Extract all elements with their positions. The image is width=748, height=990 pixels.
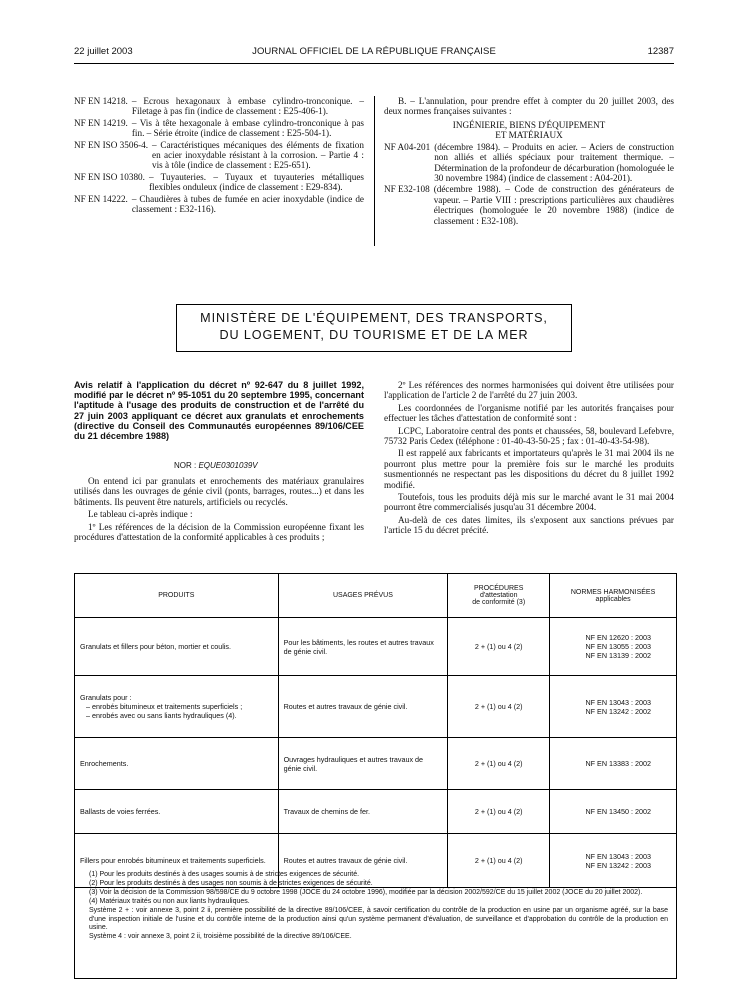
page-number: 12387 <box>647 46 674 57</box>
paragraph: On entend ici par granulats et enrochements des matériaux granulaires utilisés dans les ouvrages de génie civil (ponts, barrages, routes...) et dans les bâtiments. Ils peuvent être naturels, artificiels ou recyclés. <box>74 476 364 507</box>
standard-entry: NF EN ISO 3506-4. – Caractéristiques mécaniques des éléments de fixation en acier inoxydable résistant à la corrosion. – Partie 4 : vis à tôle (indice de classement : E25-651). <box>74 139 364 171</box>
table-row: Enrochements. Ouvrages hydrauliques et autres travaux de génie civil. 2 + (1) ou 4 (2) NF EN 13383 : 2002 <box>75 738 677 790</box>
table-row: Granulats et fillers pour béton, mortier et coulis. Pour les bâtiments, les routes et autres travaux de génie civil. 2 + (1) ou 4 (2) NF EN 12620 : 2003 NF EN 13055 : 2003 NF EN 13139 : 2002 <box>75 618 677 676</box>
avis-body-left <box>74 476 364 544</box>
section-heading: INGÉNIERIE, BIENS D'ÉQUIPEMENT ET MATÉRIAUX <box>452 119 606 140</box>
table-header-row <box>75 574 677 618</box>
avis-body-right <box>384 380 674 538</box>
standard-entry: NF EN ISO 10380. – Tuyauteries. – Tuyaux et tuyauteries métalliques flexibles onduleux (indice de classement : E29-834). <box>74 171 364 193</box>
paragraph: Il est rappelé aux fabricants et importateurs qu'après le 31 mai 2004 ils ne pourront plus mettre pour la première fois sur le marché les produits susmentionnés ne respectant pas les dispositions du décret du 8 juillet 1992 modifié. <box>384 448 674 490</box>
annulation-intro: B. – L'annulation, pour prendre effet à compter du 20 juillet 2003, des deux normes françaises suivantes : <box>384 96 674 117</box>
table-row: Fillers pour enrobés bitumineux et traitements superficiels. Routes et autres travaux de génie civil. 2 + (1) ou 4 (2) NF EN 13043 : 2003 NF EN 13242 : 2003 <box>75 834 677 888</box>
header-produits: PRODUITS <box>75 574 279 618</box>
paragraph: 1º Les références de la décision de la Commission européenne fixant les procédures d'attestation de la conformité applicables à ces produits ; <box>74 521 364 543</box>
paragraph: LCPC, Laboratoire central des ponts et chaussées, 58, boulevard Lefebvre, 75732 Paris Cedex (téléphone : 01-40-43-50-25 ; fax : 01-40-43-54-98). <box>384 425 674 447</box>
header-usages: USAGES PRÉVUS <box>278 574 448 618</box>
footnote: (2) Pour les produits destinés à des usages non soumis à de strictes exigences de sécurité. <box>89 879 373 887</box>
table-row: Granulats pour : – enrobés bitumineux et traitements superficiels ; – enrobés avec ou sans liants hydrauliques (4). Routes et autres travaux de génie civil. 2 + (1) ou 4 (2) NF EN 13043 : 2003 NF EN 13242 : 2002 <box>75 676 677 738</box>
paragraph: Toutefois, tous les produits déjà mis sur le marché avant le 31 mai 2004 pourront être commercialisés jusqu'au 31 décembre 2004. <box>384 492 674 513</box>
journal-title: JOURNAL OFFICIEL DE LA RÉPUBLIQUE FRANÇAISE <box>252 46 496 57</box>
standard-entry: NF E32-108 (décembre 1988). – Code de construction des générateurs de vapeur. – Partie VIII : prescriptions particulières aux chaudières électriques (homologuée le 20 novembre 1988) (indice de classement : E32-108). <box>384 184 674 226</box>
table-footnotes <box>74 867 677 979</box>
ministry-heading-box <box>176 304 572 352</box>
table-row: Ballasts de voies ferrées. Travaux de chemins de fer. 2 + (1) ou 4 (2) NF EN 13450 : 2002 <box>75 790 677 834</box>
footnote: Système 4 : voir annexe 3, point 2 ii, troisième possibilité de la directive 89/106/CEE. <box>89 933 352 941</box>
header-normes: NORMES HARMONISÉES applicables <box>550 574 677 618</box>
header-rule <box>74 63 674 64</box>
paragraph: Le tableau ci-après indique : <box>88 509 193 520</box>
page-header <box>74 46 674 60</box>
footnote: (1) Pour les produits destinés à des usages soumis à de strictes exigences de sécurité. <box>89 871 360 878</box>
nor-label: NOR : <box>174 461 197 470</box>
nor-value: EQUE0301039V <box>198 461 258 470</box>
paragraph: Au-delà de ces dates limites, ils s'exposent aux sanctions prévues par l'article 15 du décret précité. <box>384 514 674 536</box>
ministry-line-2: DU LOGEMENT, DU TOURISME ET DE LA MER <box>219 328 529 342</box>
paragraph: 2º Les références des normes harmonisées qui doivent être utilisées pour l'application de l'article 2 de l'arrêté du 27 juin 2003. <box>384 380 674 401</box>
header-procedures: PROCÉDURES d'attestation de conformité (3) <box>448 574 550 618</box>
standard-entry: NF A04-201 (décembre 1984). – Produits en acier. – Aciers de construction non alliés et alliés spéciaux pour traitement thermique. – Détermination de la profondeur de décarburation (homologuée le 30 novembre 1984) (indice de classement : A04-201). <box>384 141 674 184</box>
standard-entry: NF EN 14219. – Vis à tête hexagonale à embase cylindro-tronconique à pas fin. – Série étroite (indice de classement : E25-504-1). <box>74 117 364 139</box>
column-divider <box>374 96 375 246</box>
annulation-section <box>384 96 674 227</box>
ministry-line-1: MINISTÈRE DE L'ÉQUIPEMENT, DES TRANSPORTS, <box>200 311 548 325</box>
footnote: (4) Matériaux traités ou non aux liants hydrauliques. <box>89 897 250 905</box>
paragraph: Les coordonnées de l'organisme notifié par les autorités françaises pour effectuer les tâches d'attestation de conformité sont : <box>384 402 674 424</box>
standard-entry: NF EN 14218. – Ecrous hexagonaux à embase cylindro-tronconique. – Filetage à pas fin (indice de classement : E25-406-1). <box>74 96 364 117</box>
standards-list-left <box>74 96 364 215</box>
footnote: (3) Voir la décision de la Commission 98/598/CE du 9 octobre 1998 (JOCE du 24 octobre 1996), modifiée par la décision 2002/592/CE du 15 juillet 2002 (JOCE du 20 juillet 2002). <box>89 888 643 896</box>
header-date: 22 juillet 2003 <box>74 46 133 57</box>
avis-title: Avis relatif à l'application du décret nº 92-647 du 8 juillet 1992, modifié par le décret nº 95-1051 du 20 septembre 1995, concernant l'aptitude à l'usage des produits de construction et de l'arrêté du 27 juin 2003 appliquant ce décret aux granulats et enrochements (directive du Conseil des Communautés européennes 89/106/CEE du 21 décembre 1988) <box>74 380 364 442</box>
footnote: Système 2 + : voir annexe 3, point 2 ii, première possibilité de la directive 89/106/CEE, à savoir certification du contrôle de la production en usine par un organisme agréé, sur la base d'une inspection initiale de l'usine et du contrôle interne de la production ainsi qu'un système permanent d'évaluation, de surveillance et d'approbation du contrôle de la production en usine. <box>89 906 668 932</box>
products-table <box>74 573 677 888</box>
standard-entry: NF EN 14222. – Chaudières à tubes de fumée en acier inoxydable (indice de classement : E32-116). <box>74 193 364 215</box>
nor-reference <box>174 461 258 470</box>
